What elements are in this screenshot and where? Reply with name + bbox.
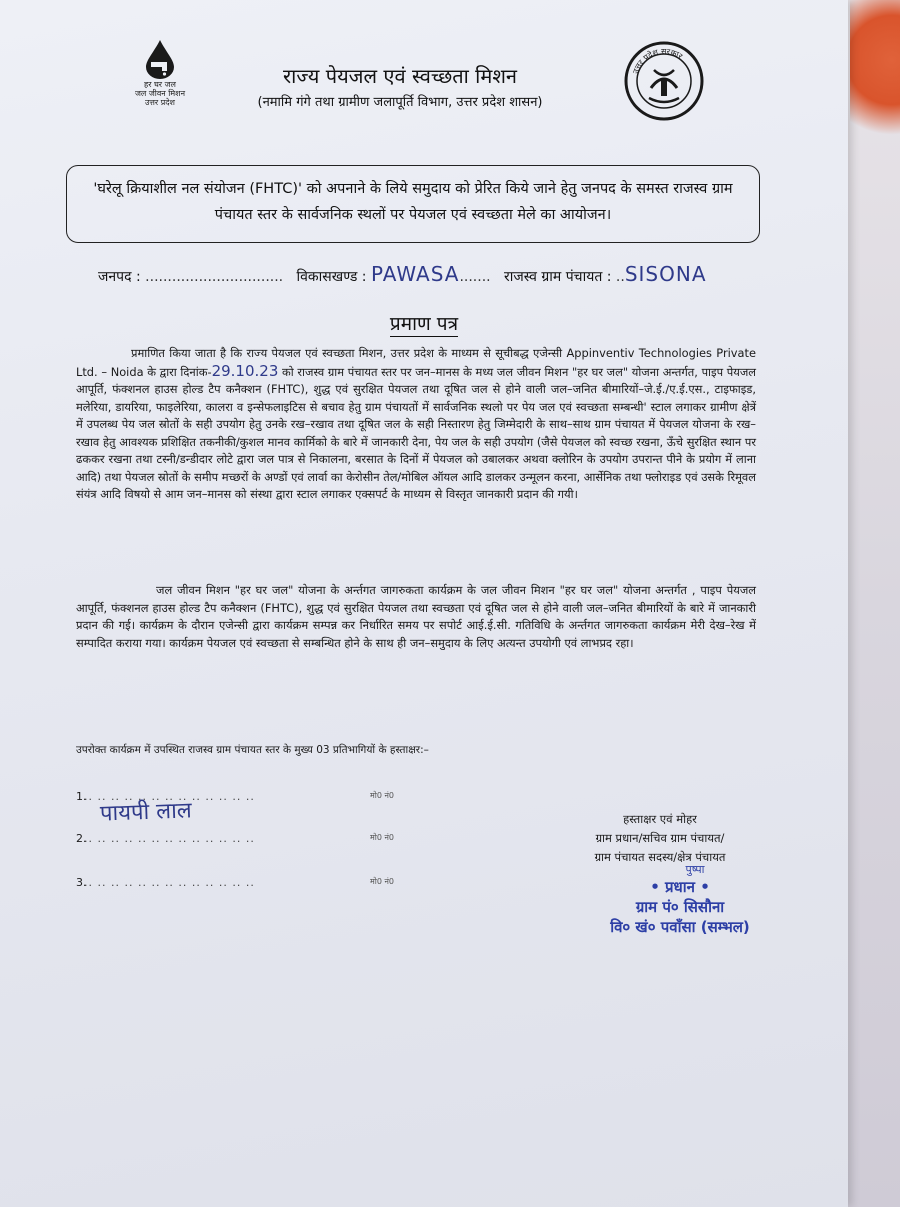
row-number: 3. <box>76 876 87 889</box>
official-stamp <box>590 862 770 937</box>
stamp-panchayat: ग्राम पं० सिसौना <box>635 898 725 916</box>
organization-subtitle: (नमामि गंगे तथा ग्रामीण जलापूर्ति विभाग, उत्तर प्रदेश शासन) <box>257 95 543 110</box>
certificate-heading <box>0 310 848 336</box>
mobile-label: मो0 नं0 <box>370 833 395 842</box>
certificate-heading-text: प्रमाण पत्र <box>389 313 459 335</box>
logo-caption-2: जल जीवन मिशन <box>134 89 186 98</box>
water-drop-icon <box>142 38 178 80</box>
seal-text: उत्तर प्रदेश सरकार <box>631 46 685 75</box>
sign-designation-1: ग्राम प्रधान/सचिव ग्राम पंचायत/ <box>595 831 725 845</box>
mobile-label: मो0 नं0 <box>370 791 395 800</box>
up-government-seal-icon <box>623 40 705 122</box>
panchayat-label: राजस्व ग्राम पंचायत : <box>503 269 612 285</box>
stamp-block: वि० खं० पवाँसा (सम्भल) <box>610 918 750 936</box>
har-ghar-jal-logo <box>128 38 192 107</box>
location-fields <box>98 262 798 286</box>
stamp-name: पुष्पा <box>685 863 705 876</box>
logo-caption-3: उत्तर प्रदेश <box>145 98 175 107</box>
participants-intro: उपरोक्त कार्यक्रम में उपस्थित राजस्व ग्राम पंचायत स्तर के मुख्य 03 प्रतिभागियों के हस्ताक्षर:– <box>76 744 429 756</box>
handwritten-signature: पायपी लाल <box>99 798 193 827</box>
certificate-paragraph-1 <box>76 345 756 504</box>
participant-row <box>76 832 255 845</box>
participant-row <box>76 876 255 889</box>
signature-line: .. .. .. .. .. .. .. .. .. .. .. .. .. <box>84 790 255 803</box>
signature-line: .. .. .. .. .. .. .. .. .. .. .. .. .. <box>84 832 255 845</box>
block-value: PAWASA <box>370 262 460 286</box>
block-dots: ....... <box>459 269 491 285</box>
event-title-box: 'घरेलू क्रियाशील नल संयोजन (FHTC)' को अपनाने के लिये समुदाय को प्रेरित किये जाने हेतु जनपद के समस्त राजस्व ग्राम पंचायत स्तर के सार्वजनिक स्थलों पर पेयजल एवं स्वच्छता मेले का आयोजन। <box>66 165 760 243</box>
mobile-label: मो0 नं0 <box>370 877 395 886</box>
district-label: जनपद : <box>98 269 141 285</box>
panchayat-value: SISONA <box>624 262 707 286</box>
para1-before-date: प्रमाणित किया जाता है कि राज्य पेयजल एवं स्वच्छता मिशन, उत्तर प्रदेश के माध्यम से सूचीबद्ध एजेन्सी Appinventiv Technologies Private Ltd. – Noida के द्वारा दिनांक- <box>76 346 756 379</box>
background-object <box>850 0 900 150</box>
organization-title: राज्य पेयजल एवं स्वच्छता मिशन <box>282 64 518 88</box>
row-number: 2. <box>76 832 87 845</box>
certificate-paragraph-2: जल जीवन मिशन "हर घर जल" योजना के अर्न्तगत जागरुकता कार्यक्रम के जल जीवन मिशन "हर घर जल" योजना अन्तर्गत , पाइप पेयजल आपूर्ति, फंक्शनल हाउस होल्ड टैप कनैक्शन (FHTC), शुद्ध एवं सुरक्षित पेयजल तथा स्वच्छता एवं दूषित जल से होने वाली जल–जनित बीमारियों के बारे में जानकारी प्रदान की गई। कार्यक्रम के दौरान एजेन्सी द्वारा कार्यक्रम सम्पन्न कर निर्धारित समय पर सपोर्ट आई.ई.सी. गतिविधि के अर्न्तगत जागरुकता कार्यक्रम मेरी देख–रेख में सम्पादित कराया गया। कार्यक्रम पेयजल एवं स्वच्छता से सम्बन्धित होने के साथ ही जन–समुदाय के लिए अत्यन्त उपयोगी एवं लाभप्रद रहा। <box>76 583 756 650</box>
handwritten-date: 29.10.23 <box>211 361 279 380</box>
logo-caption: हर घर जल <box>144 80 176 89</box>
sign-label: हस्ताक्षर एवं मोहर <box>623 812 697 826</box>
panchayat-dots: .. <box>615 269 625 285</box>
district-field: ............................... <box>145 269 284 285</box>
row-number: 1. <box>76 790 87 803</box>
signature-line: .. .. .. .. .. .. .. .. .. .. .. .. .. <box>84 876 255 889</box>
signature-and-seal-block <box>560 810 760 867</box>
block-label: विकासखण्ड : <box>296 269 367 285</box>
sign-designation-2: ग्राम पंचायत सदस्य/क्षेत्र पंचायत <box>594 850 726 864</box>
stamp-title: • प्रधान • <box>650 878 710 896</box>
para1-after-date: को राजस्व ग्राम पंचायत स्तर पर जन–मानस के मध्य जल जीवन मिशन "हर घर जल" योजना अन्तर्गत, पाइप पेयजल आपूर्ति, फंक्शनल हाउस होल्ड टैप कनैक्शन (FHTC), शुद्ध एवं सुरक्षित पेयजल तथा दूषित जल से होने वाली जल–जनित बीमारियों–जे.ई./ए.ई.एस., टाइफाइड, मलेरिया, डायरिया, फाइलेरिया, कालरा व इन्सेफलाइटिस से बचाव हेतु ग्राम पंचायतों में सार्वजनिक स्थलो पर पेय जल एवं स्वच्छता सम्बन्धी' स्टाल लगाकर ग्रामीण क्षेत्रें में उपलब्ध पेय जल स्रोतों के सही उपयोग हेतु उनके रख–रखाव तथा दूषित जल के सही निस्तारण हेतु जिम्मेदारी के साथ–साथ ग्राम पंचायत में पेयजल योजना के रख–रखाव हेतु आवश्यक प्रशिक्षित तकनीकी/कुशल मानव कार्मिको के बारे में जानकारी देना, पेय जल के सही उपयोग (जैसे पेयजल को स्वच्छ रखना, ऊँचे सुरक्षित स्थान पर ढककर रखना तथा टस्नी/डन्डीदार लोटे द्वारा जल पात्र से निकालना, बरसात के दिनों में पेयजल को उबालकर अथवा क्लोरिन के उपयोग उपरान्त पीने के प्रयोग में लाना आदि) तथा पेयजल स्रोतों के समीप मच्छरों के अण्डों एवं लार्वा का केरोसीन तेल/मोबिल ऑयल आदि डालकर उन्मूलन करना, आर्सेनिक तथा फ्लोराइड एवं उसके रिमूवल संयंत्र आदि विषयो से आम जन–मानस को संस्था द्वारा स्टाल लगाकर एक्सपर्ट के माध्यम से विस्तृत जानकारी प्रदान की गयी। <box>76 364 756 501</box>
